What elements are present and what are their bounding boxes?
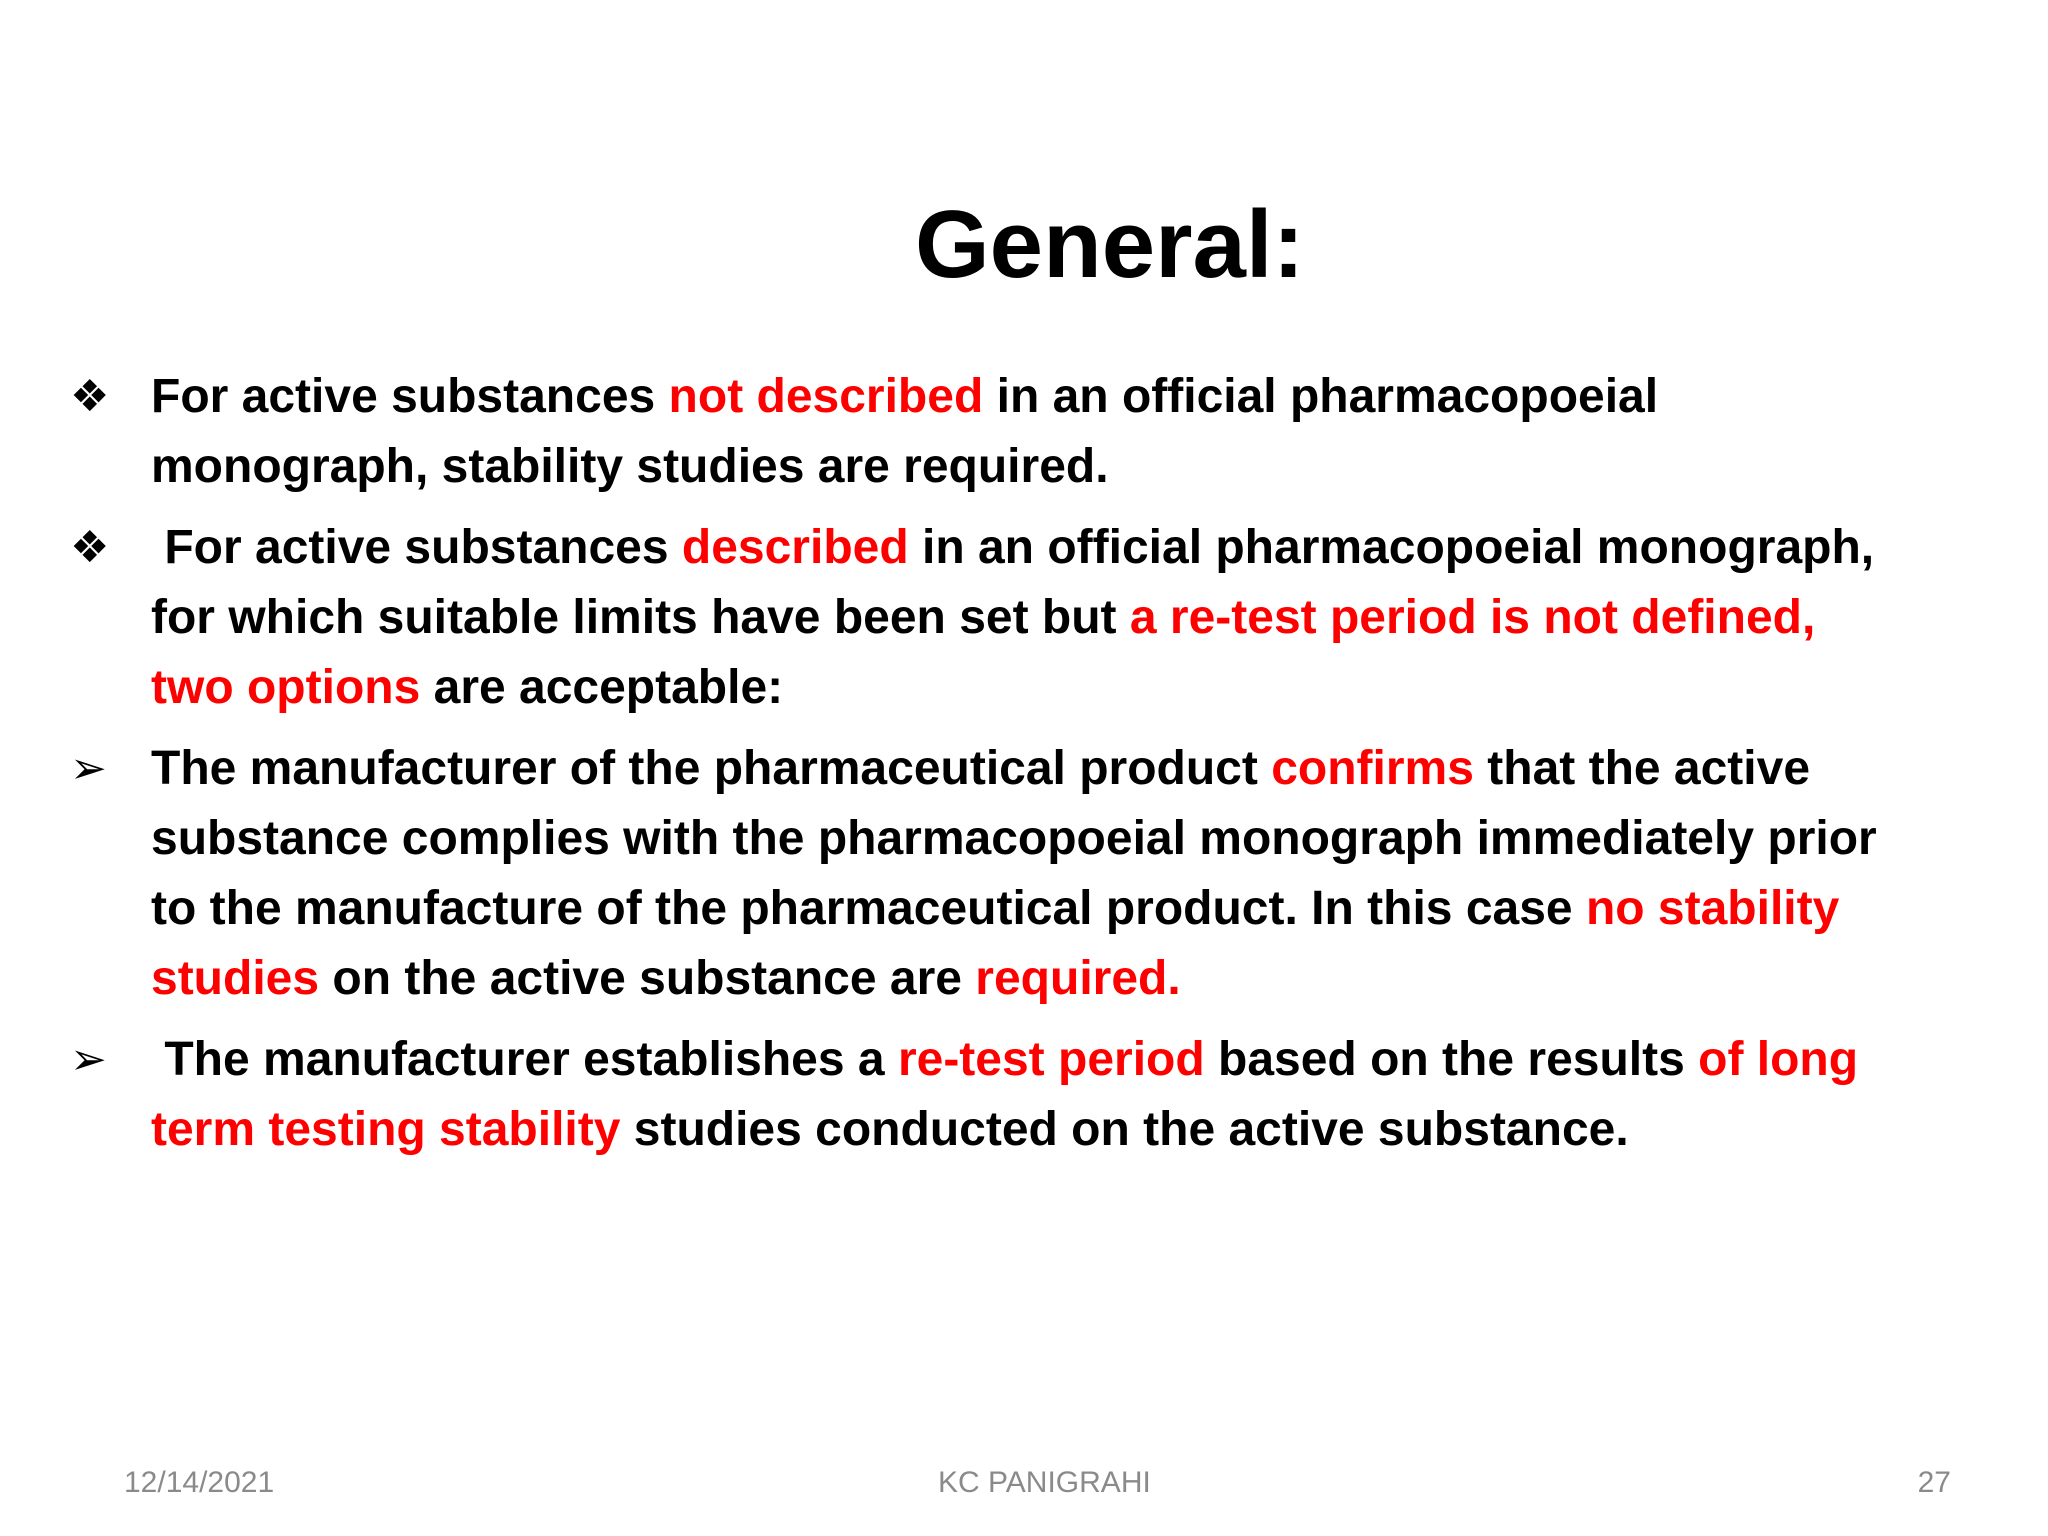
bullet-line [151, 1095, 1980, 1165]
bullet-line [151, 653, 1980, 723]
bullet-text: in an official pharmacopoeial monograph, [908, 521, 1875, 574]
arrow-bullet-icon: ➢ [70, 1035, 107, 1084]
bullet-text: on the active substance are [319, 952, 976, 1005]
bullet-text: are acceptable: [420, 661, 784, 714]
bullet-list [70, 362, 1980, 1176]
highlighted-text: two options [151, 661, 421, 714]
bullet-line [151, 874, 1980, 944]
slide-title: General: [915, 191, 1305, 298]
bullet-text: studies conducted on the active substance. [620, 1103, 1629, 1156]
bullet-text: monograph, stability studies are required. [151, 440, 1109, 493]
footer-date: 12/14/2021 [124, 1466, 275, 1499]
highlighted-text: no stability [1585, 882, 1840, 935]
bullet-item [70, 1025, 1980, 1165]
highlighted-text: confirms [1271, 742, 1474, 795]
bullet-item [70, 734, 1980, 1014]
bullet-line [151, 1025, 1980, 1095]
highlighted-text: not described [668, 370, 984, 423]
diamond-bullet-icon: ❖ [70, 372, 110, 421]
bullet-line [151, 362, 1980, 432]
bullet-text: based on the results [1204, 1033, 1699, 1086]
bullet-text: that the active [1473, 742, 1811, 795]
footer-page-number: 27 [1917, 1466, 1951, 1499]
highlighted-text: term testing stability [151, 1103, 621, 1156]
highlighted-text: described [681, 521, 909, 574]
bullet-line [151, 944, 1980, 1014]
bullet-text: in an official pharmacopoeial [983, 370, 1659, 423]
bullet-line [151, 804, 1980, 874]
bullet-text: to the manufacture of the pharmaceutical product. In this case [151, 882, 1586, 935]
bullet-line [151, 734, 1980, 804]
highlighted-text: studies [151, 952, 320, 1005]
arrow-bullet-icon: ➢ [70, 744, 107, 793]
highlighted-text: of long [1698, 1033, 1859, 1086]
highlighted-text: a re-test period is not defined, [1129, 591, 1816, 644]
highlighted-text: required. [975, 952, 1181, 1005]
bullet-text: substance complies with the pharmacopoeial monograph immediately prior [151, 812, 1877, 865]
bullet-text: The manufacturer establishes a [151, 1033, 898, 1086]
bullet-text: The manufacturer of the pharmaceutical product [151, 742, 1272, 795]
highlighted-text: re-test period [897, 1033, 1205, 1086]
bullet-text: For active substances [151, 521, 682, 574]
diamond-bullet-icon: ❖ [70, 523, 110, 572]
bullet-line [151, 513, 1980, 583]
bullet-item [70, 362, 1980, 502]
bullet-line [151, 432, 1980, 502]
footer-author: KC PANIGRAHI [938, 1466, 1151, 1499]
bullet-item [70, 513, 1980, 723]
bullet-line [151, 583, 1980, 653]
bullet-text: for which suitable limits have been set but [151, 591, 1130, 644]
bullet-text: For active substances [151, 370, 669, 423]
